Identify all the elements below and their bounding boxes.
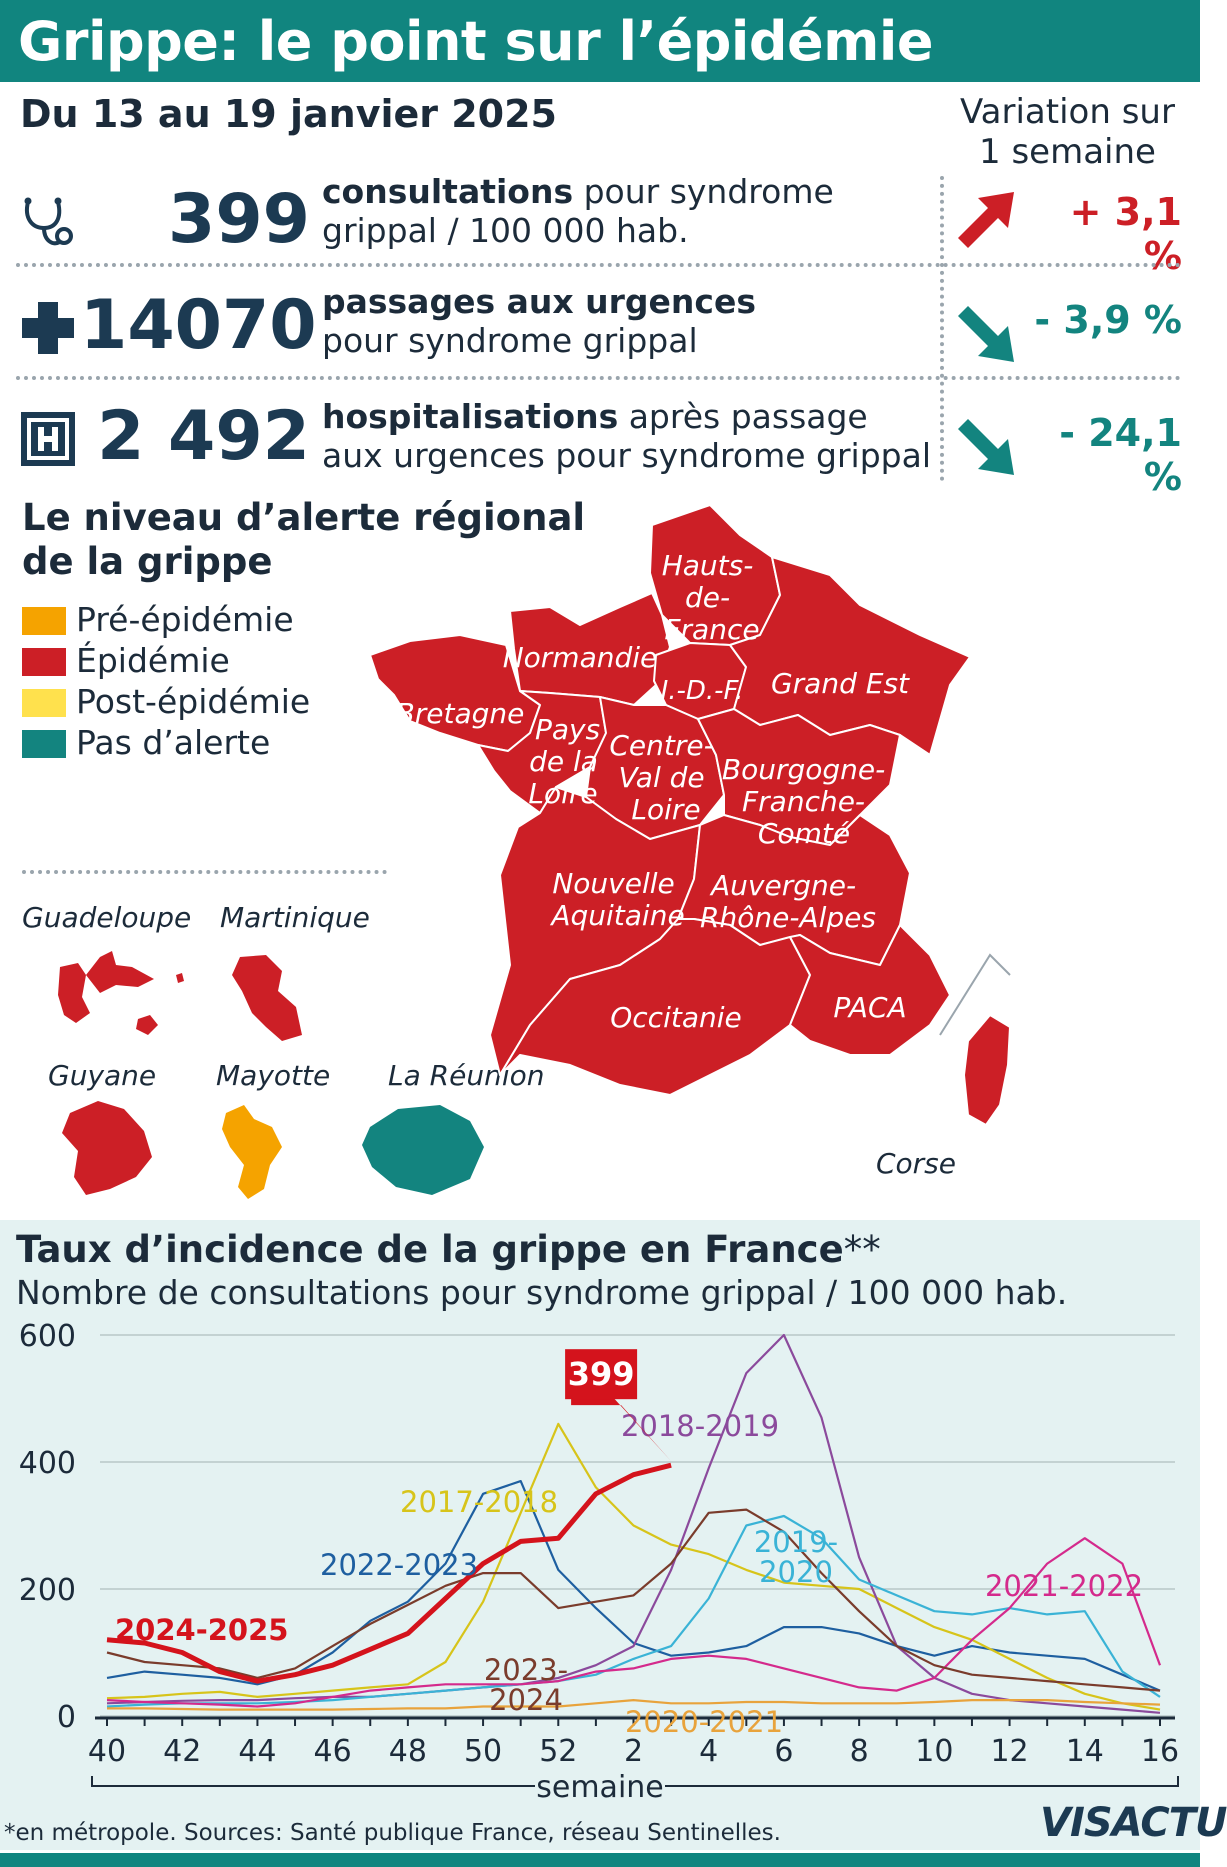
hospital-icon — [18, 409, 78, 469]
period-label: Du 13 au 19 janvier 2025 — [20, 92, 557, 136]
overseas-label-guyane: Guyane — [48, 1059, 157, 1092]
guyane-shape — [62, 1101, 152, 1195]
stat-desc-bold: consultations — [322, 172, 574, 211]
stat-row-urgences — [0, 272, 1200, 384]
stat-value: 399 — [168, 180, 310, 259]
stat-desc-bold: hospitalisations — [322, 397, 619, 436]
overseas-label-martinique: Martinique — [220, 901, 370, 934]
region-corse — [964, 1015, 1010, 1125]
series-label-2018-2019: 2018-2019 — [620, 1409, 780, 1443]
stat-change: - 24,1 % — [1059, 411, 1182, 499]
series-label-2021-2022: 2021-2022 — [984, 1569, 1144, 1603]
series-label-2019-2020: 2019-2020 — [753, 1525, 839, 1589]
stat-change: + 3,1 % — [1069, 190, 1182, 278]
series-label-2024-2025: 2024-2025 — [115, 1613, 289, 1647]
region-label-grand-est: Grand Est — [770, 667, 910, 700]
region-label-bretagne: Bretagne — [395, 697, 525, 730]
x-tick-label: 6 — [774, 1734, 794, 1769]
chart-title-text: Taux d’incidence de la grippe en France — [16, 1228, 844, 1271]
cross-icon — [18, 298, 78, 358]
legend-swatch — [22, 689, 66, 717]
incidence-line-chart — [0, 1300, 1200, 1810]
region-label-normandie: Normandie — [502, 641, 658, 674]
page-title: Grippe: le point sur l’épidémie — [18, 10, 934, 73]
y-tick-label: 400 — [18, 1446, 76, 1481]
series-label-2017-2018: 2017-2018 — [400, 1485, 559, 1519]
x-tick-label: 52 — [539, 1734, 578, 1769]
region-label-bourgogne-franche-comte: Bourgogne- Franche- Comté — [721, 753, 886, 850]
stat-desc-line2: pour syndrome grippal — [322, 321, 698, 360]
x-tick-label: 16 — [1140, 1734, 1180, 1769]
visactu-logo: VISACTU — [1040, 1800, 1227, 1846]
stat-desc-rest: pour syndrome — [573, 172, 834, 211]
martinique-shape — [232, 955, 302, 1041]
france-map — [395, 495, 1200, 1215]
chart-subtitle: Nombre de consultations pour syndrome grippal / 100 000 hab. — [16, 1273, 1068, 1312]
legend-swatch — [22, 730, 66, 758]
overseas-label-mayotte: Mayotte — [216, 1059, 331, 1092]
variation-header-line1: Variation sur — [960, 92, 1175, 132]
x-tick-label: 10 — [915, 1734, 954, 1769]
row-divider — [16, 263, 1181, 267]
region-label-occitanie: Occitanie — [610, 1001, 742, 1034]
variation-header — [940, 92, 1195, 172]
variation-header-line2: 1 semaine — [979, 132, 1156, 172]
series-label-2022-2023: 2022-2023 — [320, 1548, 479, 1582]
column-divider — [940, 176, 944, 481]
x-tick-label: 46 — [313, 1734, 352, 1769]
y-tick-label: 0 — [56, 1700, 76, 1735]
stat-desc-line2: grippal / 100 000 hab. — [322, 211, 689, 250]
region-label-centre-val-de-loire: Centre- Val de Loire — [609, 729, 714, 826]
x-tick-label: 40 — [87, 1734, 127, 1769]
region-label-hauts-de-france: Hauts- de- France — [661, 549, 760, 646]
stat-value: 14070 — [80, 286, 317, 365]
region-label-auvergne-rhone-alpes: Auvergne- Rhône-Alpes — [700, 869, 876, 934]
row-divider — [16, 376, 1181, 380]
stat-description — [322, 172, 942, 250]
stat-desc-rest: après passage — [618, 397, 868, 436]
region-label-corse: Corse — [875, 1147, 957, 1180]
legend-swatch — [22, 607, 66, 635]
footer-sources: *en métropole. Sources: Santé publique France, réseau Sentinelles. — [4, 1820, 781, 1846]
stat-description — [322, 397, 942, 475]
x-tick-label: 42 — [163, 1734, 202, 1769]
series-line-2017-2018 — [107, 1424, 1160, 1710]
x-axis-label: semaine — [536, 1770, 664, 1805]
callout-value: 399 — [567, 1355, 635, 1394]
series-label-2020-2021: 2020-2021 — [624, 1705, 784, 1739]
stat-description — [322, 282, 942, 360]
legend-label: Post-épidémie — [76, 682, 311, 721]
x-tick-label: 44 — [238, 1734, 277, 1769]
stat-change: - 3,9 % — [1034, 298, 1182, 342]
bottom-bar — [0, 1853, 1200, 1867]
arrow-down-icon — [952, 413, 1020, 481]
stat-value: 2 492 — [97, 397, 310, 476]
stethoscope-icon — [18, 192, 78, 252]
legend-label: Pas d’alerte — [76, 723, 271, 762]
region-label-nouvelle-aquitaine: Nouvelle Aquitaine — [551, 867, 685, 932]
x-tick-label: 4 — [699, 1734, 719, 1769]
overseas-label-la-reunion: La Réunion — [388, 1059, 545, 1092]
arrow-down-icon — [952, 300, 1020, 368]
legend-label: Pré-épidémie — [76, 600, 294, 639]
overseas-label-guadeloupe: Guadeloupe — [22, 901, 192, 934]
stat-desc-bold: passages aux urgences — [322, 282, 756, 321]
map-title-line1: Le niveau d’alerte régional — [22, 496, 586, 539]
legend-label: Épidémie — [76, 641, 230, 680]
overseas-divider — [22, 870, 387, 874]
guadeloupe-shape — [58, 951, 184, 1035]
stat-desc-line2: aux urgences pour syndrome grippal — [322, 436, 931, 475]
mayotte-shape — [222, 1105, 282, 1199]
x-tick-label: 48 — [388, 1734, 427, 1769]
region-label-ile-de-france: I.-D.-F. — [660, 676, 744, 706]
x-tick-label: 2 — [623, 1734, 644, 1769]
region-label-paca: PACA — [833, 991, 907, 1024]
x-tick-label: 8 — [849, 1734, 869, 1769]
x-tick-label: 50 — [463, 1734, 503, 1769]
x-tick-label: 12 — [990, 1734, 1029, 1769]
y-tick-label: 600 — [18, 1319, 76, 1354]
legend-swatch — [22, 648, 66, 676]
series-label-2023-2024: 2023-2024 — [483, 1653, 569, 1717]
y-tick-label: 200 — [18, 1573, 76, 1608]
chart-title — [16, 1228, 881, 1271]
stat-row-hospitalisations — [0, 385, 1200, 497]
chart-title-suffix: ** — [843, 1228, 881, 1271]
map-title-line2: de la grippe — [22, 540, 273, 583]
x-tick-label: 14 — [1065, 1734, 1104, 1769]
region-label-pays-de-la-loire: Pays de la Loire — [528, 713, 601, 810]
arrow-up-icon — [952, 186, 1020, 254]
